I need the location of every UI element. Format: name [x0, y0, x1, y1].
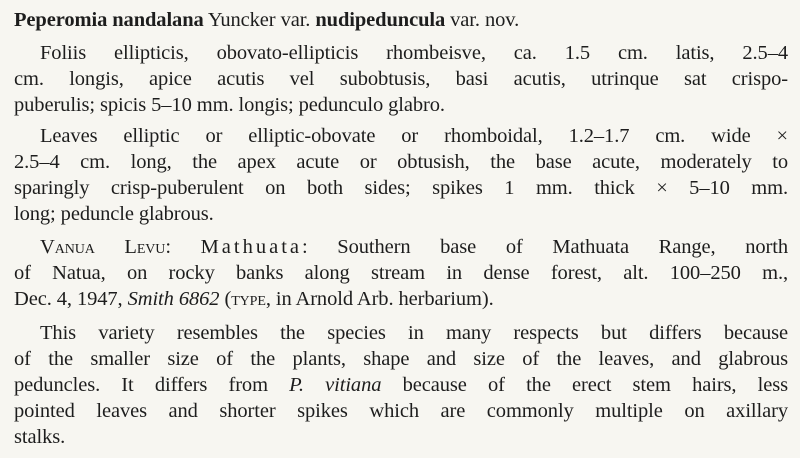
- latin-line-3: puberulis; spicis 5–10 mm. longis; pedunculo glabro.: [14, 94, 445, 116]
- collection-date: Dec. 4, 1947,: [14, 288, 123, 310]
- discussion-line-5: stalks.: [14, 426, 66, 448]
- discussion-line-2: of the smaller size of the plants, shape and size of the leaves, and glabrous: [14, 348, 788, 370]
- discussion-line-4: pointed leaves and shorter spikes which are commonly multiple on axillary: [14, 400, 788, 422]
- species-author: Yuncker: [207, 9, 276, 31]
- rank-label: var.: [280, 9, 311, 31]
- discussion-line-3: [14, 373, 788, 397]
- type-label: type: [231, 288, 266, 310]
- specimen-line-3: Dec. 4, 1947, Smith 6862 (type, in Arnold Arb. herbarium).: [14, 288, 494, 310]
- discussion-text-a: peduncles. It differs from: [14, 374, 268, 396]
- english-line-2: 2.5–4 cm. long, the apex acute or obtusish, the base acute, moderately to: [14, 151, 788, 173]
- variety-name: nudipeduncula: [315, 9, 446, 31]
- english-line-1: Leaves elliptic or elliptic-obovate or rhomboidal, 1.2–1.7 cm. wide ×: [40, 125, 788, 147]
- island-name: Vanua Levu: [40, 236, 166, 258]
- specimen-line-1: Vanua Levu: Mathuata: Southern base of Mathuata Range, north: [40, 236, 788, 258]
- english-line-3: sparingly crisp-puberulent on both sides; spikes 1 mm. thick × 5–10 mm.: [14, 177, 788, 199]
- collector-number: Smith 6862: [127, 288, 220, 310]
- taxon-heading: [14, 8, 519, 32]
- latin-line-2: cm. longis, apice acutis vel subobtusis, basi acutis, utrinque sat crispo-: [14, 68, 788, 90]
- specimen-line-2: of Natua, on rocky banks along stream in dense forest, alt. 100–250 m.,: [14, 262, 788, 284]
- species-reference: P. vitiana: [289, 374, 382, 396]
- herbarium-note: , in Arnold Arb. herbarium).: [265, 288, 494, 310]
- discussion-text-b: because of the erect stem hairs, less: [402, 374, 789, 396]
- locality-name: Mathuata: [200, 236, 302, 258]
- new-variety-label: var. nov.: [450, 9, 520, 31]
- specimen-locality-detail: Southern base of Mathuata Range, north: [337, 236, 788, 258]
- latin-line-1: Foliis ellipticis, obovato-ellipticis rhombeisve, ca. 1.5 cm. latis, 2.5–4: [40, 42, 788, 64]
- english-line-4: long; peduncle glabrous.: [14, 203, 214, 225]
- species-name: Peperomia nandalana: [14, 9, 204, 31]
- discussion-line-1: This variety resembles the species in many respects but differs because: [40, 322, 788, 344]
